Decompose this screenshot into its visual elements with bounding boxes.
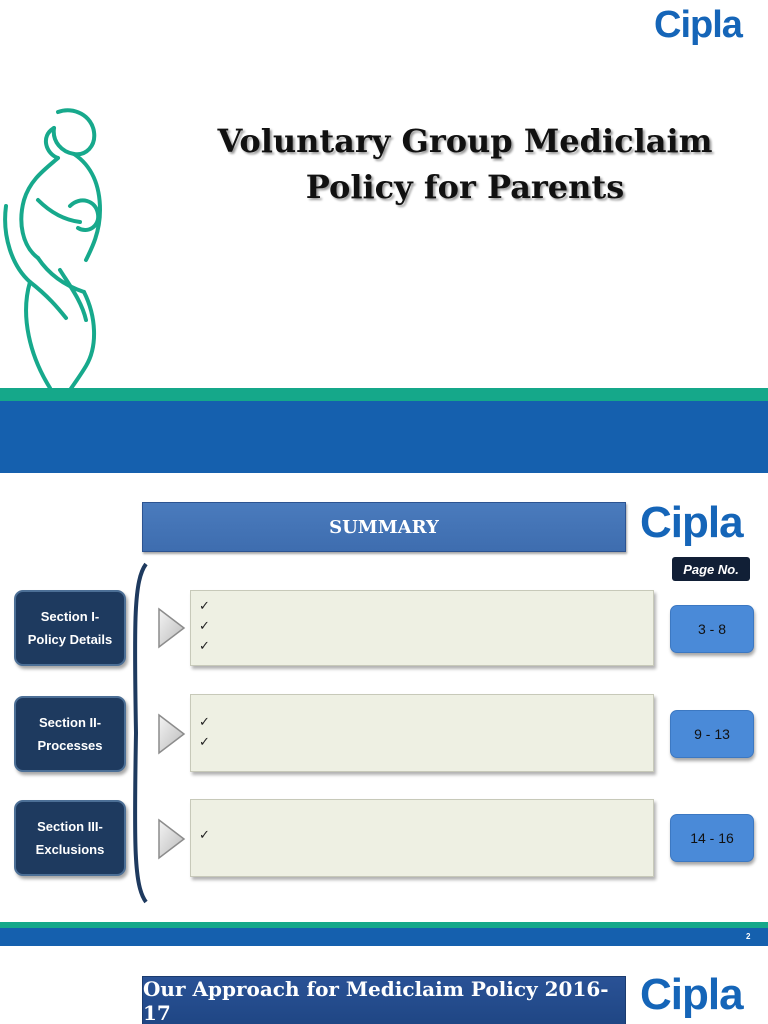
bracket-divider: [128, 560, 150, 906]
check-mark: ✓: [199, 715, 210, 730]
page-range-2[interactable]: 9 - 13: [670, 710, 754, 758]
content-panel-1: [190, 590, 654, 666]
cipla-logo: Cipla: [640, 498, 743, 547]
page-range-1[interactable]: 3 - 8: [670, 605, 754, 653]
cipla-logo: Cipla: [640, 970, 743, 1019]
mother-and-child-icon: [0, 96, 112, 392]
content-panel-2: [190, 694, 654, 772]
page-number: 2: [746, 932, 751, 941]
slide-title: [190, 118, 740, 210]
approach-header: Our Approach for Mediclaim Policy 2016-17: [142, 976, 626, 1024]
check-mark: ✓: [199, 735, 210, 750]
check-mark: ✓: [199, 639, 210, 654]
title-line-1: Voluntary Group Mediclaim: [217, 122, 713, 160]
chevron-right-icon: [157, 713, 187, 755]
section-subtitle: Exclusions: [35, 842, 105, 857]
section-title: Section II-: [38, 715, 102, 730]
page-range-3[interactable]: 14 - 16: [670, 814, 754, 862]
section-box-2[interactable]: [14, 696, 126, 772]
check-mark: ✓: [199, 828, 210, 843]
section-subtitle: Processes: [37, 738, 103, 753]
blue-footer-band: [0, 401, 768, 473]
chevron-right-icon: [157, 818, 187, 860]
chevron-right-icon: [157, 607, 187, 649]
section-box-3[interactable]: [14, 800, 126, 876]
check-mark: ✓: [199, 599, 210, 614]
content-panel-3: [190, 799, 654, 877]
page-no-label: Page No.: [672, 557, 750, 581]
green-divider-band: [0, 388, 768, 401]
cipla-logo: Cipla: [654, 4, 742, 46]
check-mark: ✓: [199, 619, 210, 634]
summary-header: SUMMARY: [142, 502, 626, 552]
section-title: Section I-: [40, 609, 100, 624]
section-title: Section III-: [37, 819, 103, 834]
section-box-1[interactable]: [14, 590, 126, 666]
blue-footer-band: [0, 928, 768, 946]
section-subtitle: Policy Details: [27, 632, 113, 647]
title-line-2: Policy for Parents: [305, 168, 625, 206]
